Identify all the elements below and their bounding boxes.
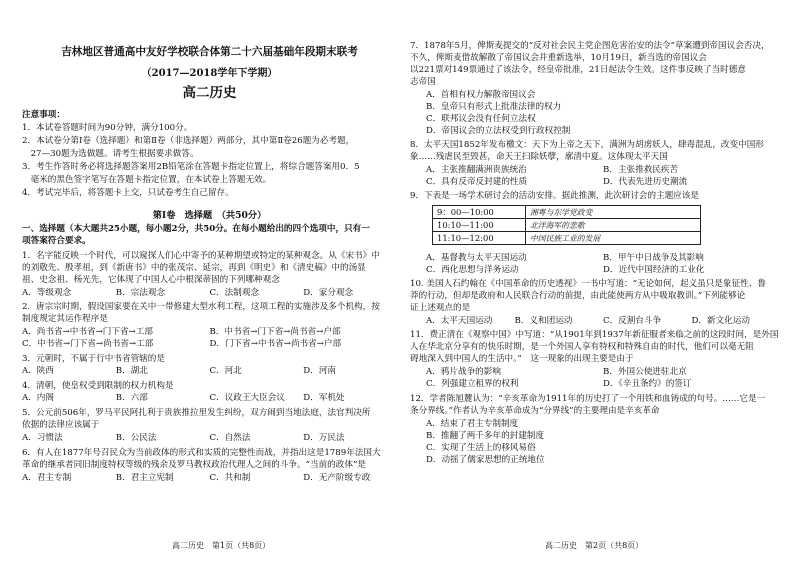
notice-heading: 注意事项： — [22, 110, 65, 120]
question-10-stem: 10. 美国人石约翰在《中国革命的历史透视》一书中写道：“无论如何，起义虽只是象征性、鲁 — [410, 279, 766, 289]
option-b[interactable]: B．主张推救民疾苦 — [603, 165, 679, 175]
exam-subject: 高二历史 — [182, 85, 237, 101]
schedule-topic: 北洋海军的悲歌 — [526, 219, 701, 232]
question-10-stem: 证上述观点的是 — [410, 303, 471, 313]
notice-line: 4．考试完毕后，将答题卡上交，只试卷考生自己留存。 — [22, 188, 234, 198]
option-d[interactable]: D．无产阶级专政 — [303, 473, 371, 483]
question-1-stem: 祖、史念祖、杨光先，它体现了中国人心中根深蒂固的下列哪种观念 — [22, 275, 280, 285]
option-b[interactable]: B．公民法 — [115, 433, 157, 443]
question-1-stem: 1．名字能反映一个时代，可以窥探人们心中寄予的某种期望或特定的某种观念。从《宋书》中 — [22, 251, 380, 261]
table-row — [433, 206, 701, 219]
question-7-stem: 志帝国 — [410, 77, 436, 87]
question-3-options — [22, 366, 397, 377]
option-c[interactable]: C．自然法 — [209, 433, 251, 443]
schedule-time: 11:10—12:00 — [433, 232, 526, 245]
schedule-topic: 中国民族工业的发展 — [526, 232, 701, 245]
question-4-options — [22, 393, 397, 404]
option-b[interactable]: B．宗法观念 — [115, 288, 166, 298]
option-b[interactable]: B．湖北 — [115, 366, 148, 376]
option-b[interactable]: B．外国公使进驻北京 — [603, 367, 687, 377]
option-c[interactable]: C．法制观念 — [209, 288, 260, 298]
exam-term: （2017—2018学年下学期） — [141, 68, 278, 79]
question-11-options — [426, 367, 780, 378]
question-11-options — [426, 379, 780, 390]
question-7-stem: 以221票对149票通过了该法令，经皇帝批准，21日起法令生效。这件事反映了当时德意 — [410, 65, 746, 75]
option-d[interactable]: D．家分观念 — [303, 288, 354, 298]
question-12-stem: 12．学者陈旭麓认为：“辛亥革命为1911年的历史打了一个用铁和血铸成的句号。……它是一 — [410, 394, 766, 404]
question-1-stem: 的刘敬先、殷孝祖，到《新唐书》中的张茂宗、延宗，再到《明史》和《清史稿》中的汤显 — [22, 263, 366, 273]
option-c[interactable]: C．西化思想与洋务运动 — [426, 265, 519, 275]
question-8-options — [426, 165, 780, 176]
question-7-stem: 7．1878年5月，俾斯麦提交的“反对社会民主党企图危害治安的法令”草案遭到帝国议会否决， — [410, 41, 770, 51]
option-b[interactable]: B．甲午中日战争及其影响 — [603, 253, 704, 263]
option-c[interactable]: C．反割台斗争 — [603, 316, 662, 326]
page-footer: 高二历史 第2页（共8页） — [545, 541, 644, 550]
option-d[interactable]: D．动摇了儒家思想的正统地位 — [426, 455, 545, 465]
right-page — [410, 0, 780, 561]
question-8-stem: 象……残虐民至毁甚，命天王扫除妖孽，廓清中夏。这体现太平天国 — [410, 152, 668, 162]
question-12-stem: 条分界线。”作者认为辛亥革命成为“分界线”的主要理由是辛亥革命 — [410, 406, 660, 416]
option-c[interactable]: C．实现了生活上的移风易俗 — [426, 443, 536, 453]
option-d[interactable]: D．帝国议会的立法权受到行政权控制 — [426, 126, 571, 136]
option-c[interactable]: C．列强建立租界的权利 — [426, 379, 519, 389]
option-d[interactable]: D．代表先进历史潮流 — [603, 177, 688, 187]
option-c[interactable]: C．议政王大臣会议 — [209, 393, 285, 403]
option-d[interactable]: D．新文化运动 — [691, 316, 750, 326]
question-2-stem: 制度规定其运作程序是 — [22, 314, 108, 324]
option-b[interactable]: B．中书省→门下省→尚书省→户部 — [209, 327, 341, 337]
option-c[interactable]: C．共和制 — [209, 473, 251, 483]
question-2-stem: 2．唐宗宗时期，假设国家要在关中一带修建大型水利工程，这项工程的实施涉及多个机构，按 — [22, 302, 380, 312]
option-a[interactable]: A．等级观念 — [22, 288, 72, 298]
question-8-options — [426, 177, 780, 188]
question-9-stem: 9．下表是一场学术研讨会的活动安排。据此推测，此次研讨会的主题应该是 — [410, 191, 700, 201]
schedule-time: 10:10—11:00 — [433, 219, 526, 232]
notice-line: 3．考生作答时务必将选择题答案用2B铅笔涂在答题卡指定位置上，将综合题答案用0．5 — [22, 162, 360, 172]
option-a[interactable]: A．习惯法 — [22, 433, 63, 443]
option-a[interactable]: A．尚书省→中书省→门下省→工部 — [22, 327, 153, 337]
question-4-stem: 4．清朝，使皇权受到限制的权力机构是 — [22, 381, 174, 391]
question-9-options — [426, 265, 780, 276]
page-footer: 高二历史 第1页（共8页） — [172, 541, 271, 550]
notice-line: 27—30题为选做题。请考生根据要求做答。 — [22, 149, 199, 159]
option-a[interactable]: A．首相有权力解散帝国议会 — [426, 90, 536, 100]
question-6-stem: 革命的继承者同旧制度特权等级的残余及罗马教权政治代理人之间的斗争。“当前的政体”是 — [22, 460, 366, 470]
question-5-options — [22, 433, 397, 444]
option-c[interactable]: C．具有反帝反封建的性质 — [426, 177, 528, 187]
notice-line: 毫米的黑色签字笔写在答题卡指定位置，在本试卷上答题无效。 — [22, 175, 272, 185]
option-b[interactable]: B．推翻了两千多年的封建制度 — [426, 431, 545, 441]
option-a[interactable]: A．基督教与太平天国运动 — [426, 253, 527, 263]
question-5-stem: 5．公元前506年，罗马平民阿扎利于贵族推拉里发生纠纷，双方闹到当地法庭，法官判决所 — [22, 408, 371, 418]
question-8-stem: 8．太平天国1852年发布檄文：天下为上帝之天下，满洲为胡虏妖人，肆毒混乱，改变中国形 — [410, 140, 764, 150]
section-intro: 一、选择题（本大题共25小题，每小题2分，共50分。在每小题给出的四个选项中，只有一 — [22, 224, 370, 234]
option-c[interactable]: C．河北 — [209, 366, 242, 376]
question-6-options — [22, 473, 397, 484]
option-a[interactable]: A．太平天国运动 — [426, 316, 493, 326]
question-1-options — [22, 288, 397, 299]
question-3-stem: 3．元朝时，不属于行中书省管辖的是 — [22, 354, 165, 364]
option-d[interactable]: D．军机处 — [303, 393, 345, 403]
option-d[interactable]: D．近代中国经济的工业化 — [603, 265, 705, 275]
section-intro: 项答案符合要求。 — [22, 236, 91, 246]
question-11-stem: 11．费正清在《观察中国》中写道：“从1901年到1937年新征服者来临之前的这段时间，是外国 — [410, 330, 779, 340]
schedule-table — [432, 205, 701, 245]
question-11-stem: 人在华北京分享有的快乐时期，是一个外国人享有特权和特殊自由的时代，他们可以毫无阻 — [410, 342, 754, 352]
notice-line: 2．本试卷分第Ⅰ卷（选择题）和第Ⅱ卷（非选择题）两部分，其中第Ⅱ卷26题为必考题， — [22, 136, 355, 146]
option-a[interactable]: A．鸦片战争的影响 — [426, 367, 501, 377]
question-2-options — [22, 339, 397, 350]
schedule-time: 9：00—10:00 — [433, 206, 526, 219]
question-11-stem: 碍地深入到中国人的生活中。” 这一现象的出现主要是由于 — [410, 354, 634, 364]
question-2-options — [22, 327, 397, 338]
option-b[interactable]: B．义和团运动 — [514, 316, 573, 326]
table-row — [433, 232, 701, 245]
option-c[interactable]: C．中书省→门下省→尚书省→工部 — [22, 339, 154, 349]
option-a[interactable]: A．主张推翻满洲贵族统治 — [426, 165, 527, 175]
option-a[interactable]: A．君主专制 — [22, 473, 72, 483]
option-b[interactable]: B．皇帝只有形式上批准法律的权力 — [426, 102, 562, 112]
question-9-options — [426, 253, 780, 264]
notice-line: 1．本试卷答题时间为90分钟，满分100分。 — [22, 123, 193, 133]
option-d[interactable]: D．《辛丑条约》的签订 — [603, 379, 692, 389]
option-d[interactable]: D．万民法 — [303, 433, 345, 443]
question-10-options — [426, 316, 780, 327]
option-d[interactable]: D．河南 — [303, 366, 336, 376]
question-5-stem: 依据的法律应该属于 — [22, 420, 100, 430]
option-b[interactable]: B．君主立宪制 — [115, 473, 174, 483]
option-a[interactable]: A．陕西 — [22, 366, 54, 376]
option-d[interactable]: D．门下省→中书省→尚书省→户部 — [209, 339, 342, 349]
table-row — [433, 219, 701, 232]
question-6-stem: 6．有人在1877年号召民众为当前政体的形式和实质的完整性而战，并指出这是1789年法国大 — [22, 448, 381, 458]
schedule-topic: 湘粤与东学党政变 — [526, 206, 701, 219]
question-10-stem: 莽的行动，但却是政府和人民联合行动的前提，由此能使两方从中吸取教训。”下列能够论 — [410, 291, 746, 301]
exam-title: 吉林地区普通高中友好学校联合体第二十六届基础年段期末联考 — [61, 46, 358, 58]
option-c[interactable]: C．联邦议会没有任何立法权 — [426, 114, 536, 124]
question-7-stem: 不久，俾斯麦借故解散了帝国议会并重新选举，10月19日，新当选的帝国议会 — [410, 53, 707, 63]
option-b[interactable]: B．六部 — [115, 393, 148, 403]
option-a[interactable]: A．内阁 — [22, 393, 54, 403]
section-title: 第Ⅰ卷 选择题 （共50分） — [152, 210, 267, 221]
option-a[interactable]: A．结束了君主专制制度 — [426, 419, 519, 429]
left-page — [22, 0, 397, 561]
